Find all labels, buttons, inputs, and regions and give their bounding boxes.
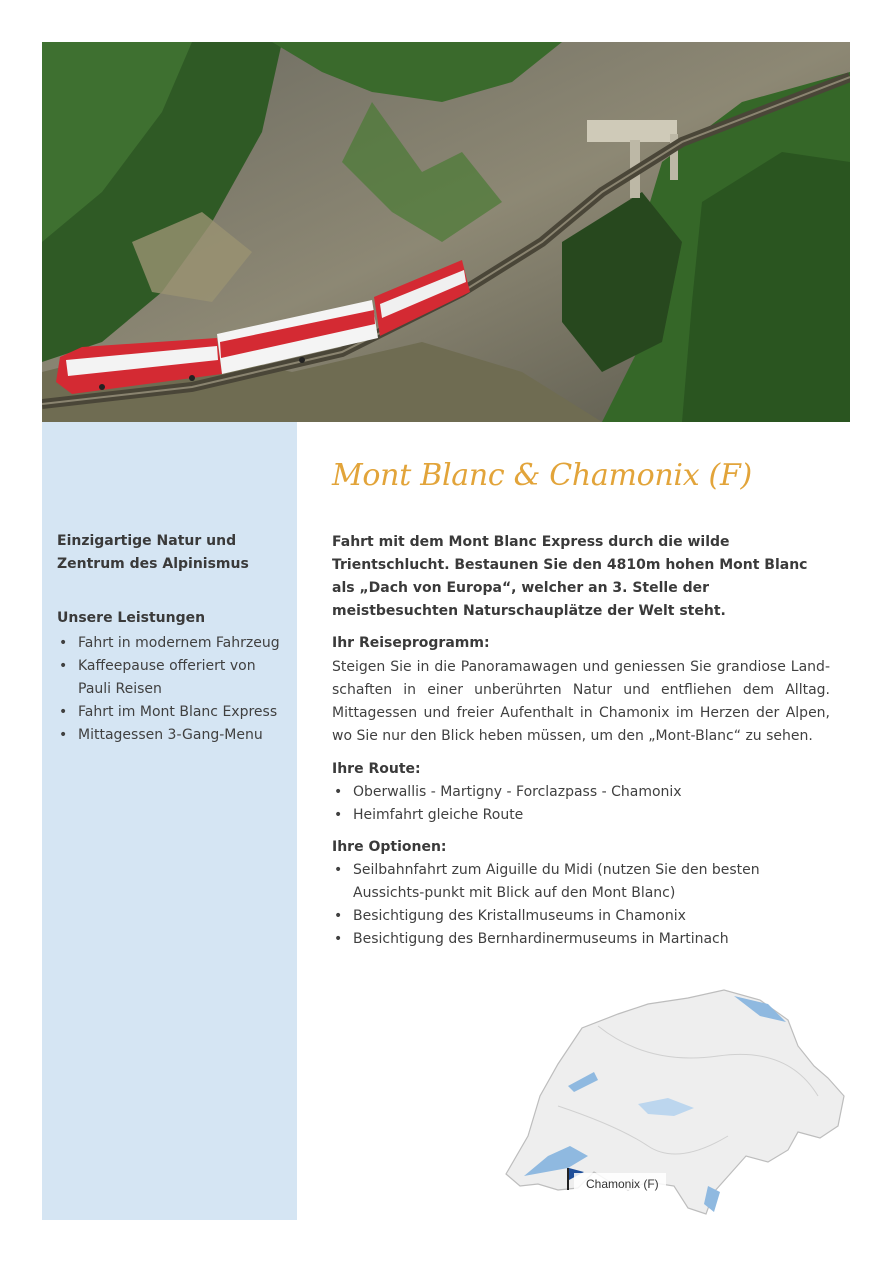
program-text: Steigen Sie in die Panoramawagen und geniessen Sie grandiose Land-schaften in einer unberührten Natur und entfliehen dem Alltag. Mittagessen und freier Aufenthalt in Chamonix im Herzen der Alpen, wo Sie nur den Blick heben müssen, um den „Mont-Blanc“ zu sehen. (332, 659, 830, 744)
list-item: • Mittagessen 3-Gang-Menu (57, 724, 287, 747)
list-item: • Heimfahrt gleiche Route (332, 804, 832, 827)
list-item: • Besichtigung des Kristallmuseums in Chamonix (332, 905, 812, 928)
program-heading: Ihr Reiseprogramm: (332, 635, 490, 651)
services-list (57, 632, 287, 747)
list-item: • Seilbahnfahrt zum Aiguille du Midi (nutzen Sie den besten Aussichts-punkt mit Blick auf den Mont Blanc) (332, 859, 812, 905)
sidebar-tagline: Einzigartige Natur und Zentrum des Alpinismus (57, 533, 249, 572)
switzerland-map (498, 986, 850, 1222)
list-item: • Besichtigung des Bernhardinermuseums in Martinach (332, 928, 812, 951)
list-item: • Fahrt in modernem Fahrzeug (57, 632, 287, 655)
list-item: • Oberwallis - Martigny - Forclazpass - Chamonix (332, 781, 832, 804)
intro-text: Fahrt mit dem Mont Blanc Express durch die wilde Trientschlucht. Bestaunen Sie den 4810m hohen Mont Blanc als „Dach von Europa“, welcher an 3. Stelle der meistbesuchten Naturschauplätze der Welt steht. (332, 534, 808, 619)
list-item: • Fahrt im Mont Blanc Express (57, 701, 287, 724)
route-heading: Ihre Route: (332, 761, 421, 777)
list-item: • Kaffeepause offeriert von Pauli Reisen (57, 655, 287, 701)
sidebar (42, 422, 297, 1220)
map-location-label: Chamonix (F) (586, 1177, 659, 1191)
hero-photo (42, 42, 850, 422)
page-title: Mont Blanc & Chamonix (F) (332, 458, 752, 493)
options-heading: Ihre Optionen: (332, 839, 447, 855)
options-list (332, 859, 812, 951)
services-heading: Unsere Leistungen (57, 610, 206, 626)
route-list (332, 781, 832, 827)
